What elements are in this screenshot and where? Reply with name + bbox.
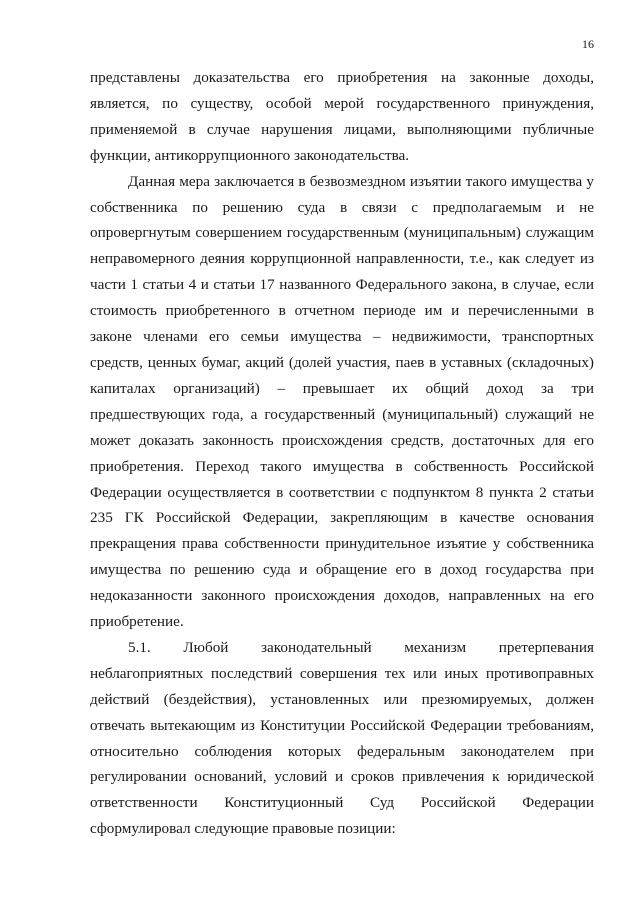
text-line: отвечать вытекающим из Конституции Российской Федерации требованиям, (90, 716, 594, 734)
text-line: представлены доказательства его приобретения на законные доходы, (90, 69, 594, 86)
clause-number: 5.1. (128, 638, 151, 656)
document-body (90, 65, 594, 842)
text-line: неправомерного деяния коррупционной направленности, т.е., как следует из (90, 250, 594, 268)
text-line: является, по существу, особой мерой государственного принуждения, (90, 94, 594, 112)
text-line: 235 ГК Российской Федерации, закрепляющим в качестве основания (90, 509, 594, 527)
text-line: недоказанности законного происхождения доходов, направленных на его (90, 587, 594, 605)
text-line: регулировании оснований, условий и сроков привлечения к юридической (90, 768, 594, 786)
text-line: Данная мера заключается в безвозмездном изъятии такого имущества у (128, 172, 594, 190)
text-line: законе членами его семьи имущества – недвижимости, транспортных (90, 328, 594, 346)
text-line: Федерации осуществляется в соответствии с подпунктом 8 пункта 2 статьи (90, 483, 594, 501)
text-line: стоимость приобретенного в отчетном периоде им и перечисленными в (90, 302, 594, 320)
text-line: ответственности Конституционный Суд Российской Федерации (90, 794, 594, 812)
text-line: действий (бездействия), установленных или презюмируемых, должен (90, 690, 594, 708)
text-line: приобретения. Переход такого имущества в собственность Российской (90, 457, 594, 475)
text-line: функции, антикоррупционного законодательства. (90, 146, 410, 164)
text-line: имущества по решению суда и обращение его в доход государства при (90, 561, 594, 579)
clause-word: законодательный (261, 638, 372, 656)
text-line: приобретение. (90, 613, 184, 631)
clause-heading-line (90, 635, 594, 661)
text-line: капиталах организаций) – превышает их общий доход за три (90, 379, 594, 397)
clause-word: претерпевания (498, 638, 594, 656)
text-line: неблагоприятных последствий совершения тех или иных противоправных (90, 664, 594, 682)
text-line: сформулировал следующие правовые позиции: (90, 820, 396, 838)
page-number: 16 (582, 37, 594, 51)
text-line: собственника по решению суда в связи с предполагаемым и не (90, 198, 594, 216)
clause-word: Любой (183, 638, 229, 656)
clause-word: механизм (404, 638, 467, 656)
text-line: предшествующих года, а государственный (муниципальный) служащий не (90, 405, 594, 423)
text-line: части 1 статьи 4 и статьи 17 названного Федерального закона, в случае, если (90, 276, 594, 294)
text-line: прекращения права собственности принудительное изъятие у собственника (90, 535, 594, 553)
text-line: средств, ценных бумаг, акций (долей участия, паев в уставных (складочных) (90, 353, 594, 371)
text-line: опровергнутым совершением государственным (муниципальным) служащим (90, 224, 594, 242)
text-line: применяемой в случае нарушения лицами, выполняющими публичные (90, 120, 594, 138)
text-line: относительно соблюдения которых федеральным законодателем при (90, 742, 594, 760)
text-line: может доказать законность происхождения средств, достаточных для его (90, 431, 594, 449)
